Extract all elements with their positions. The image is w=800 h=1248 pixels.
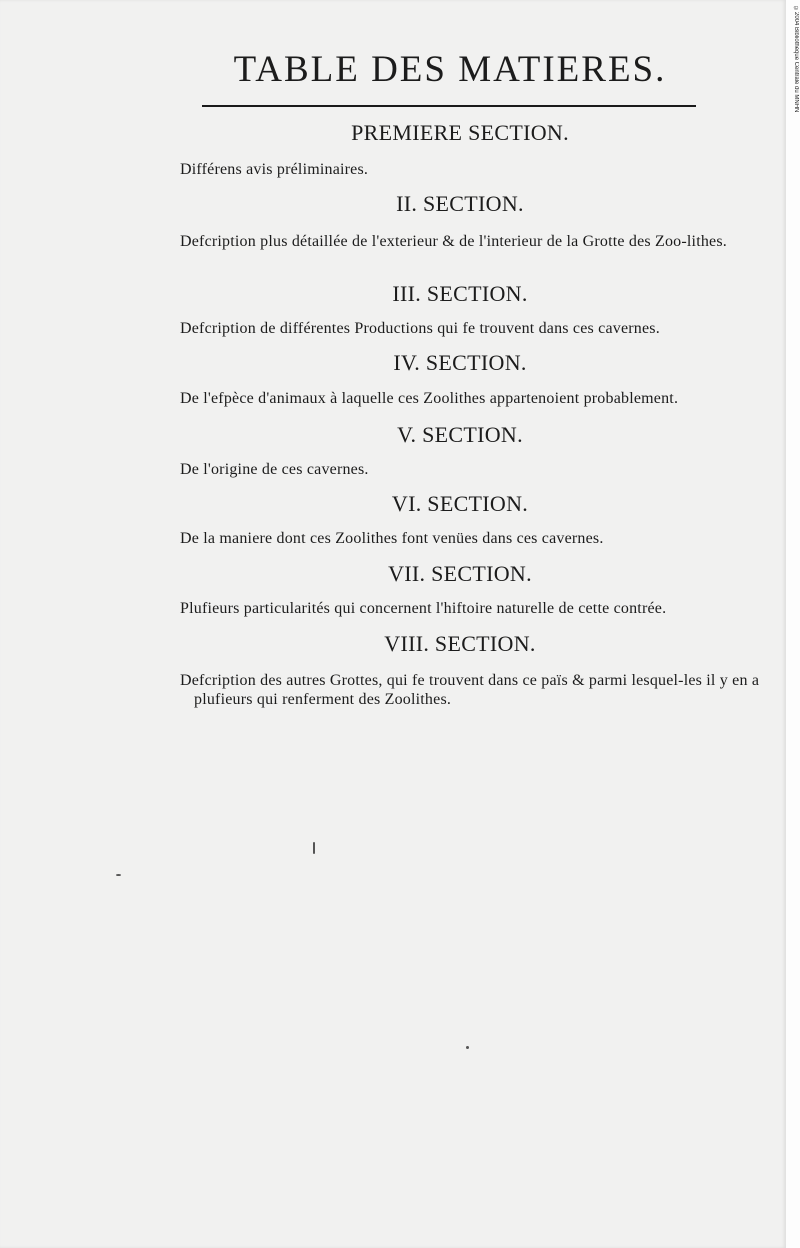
page-edge: [786, 0, 800, 1248]
section-entry-8: Defcription des autres Grottes, qui fe trouvent dans ce païs & parmi lesquel-les il y en a plufieurs qui renferment des Zoolithes.: [180, 672, 760, 708]
section-heading-7: VII. SECTION.: [388, 561, 532, 586]
section-entry-6: De la maniere dont ces Zoolithes font venües dans ces cavernes.: [180, 530, 604, 547]
section-entry-5: De l'origine de ces cavernes.: [180, 461, 369, 478]
section-entry-7: Plufieurs particularités qui concernent l'hiftoire naturelle de cette contrée.: [180, 600, 667, 617]
section-entry-1: Différens avis préliminaires.: [180, 161, 369, 178]
section-entry-3: Defcription de différentes Productions qui fe trouvent dans ces cavernes.: [180, 320, 660, 337]
section-heading-4: IV. SECTION.: [393, 350, 527, 375]
title-rule: [202, 105, 696, 107]
section-entry-4: De l'efpèce d'animaux à laquelle ces Zoolithes appartenoient probablement.: [180, 390, 679, 407]
section-entry-2: Defcription plus détaillée de l'exterieur & de l'interieur de la Grotte des Zoo-lithes.: [180, 233, 727, 250]
copyright-watermark: ©2004 Bibliothèque Centrale du MNHN: [793, 6, 799, 113]
section-heading-5: V. SECTION.: [397, 422, 523, 447]
section-heading-2: II. SECTION.: [396, 191, 524, 216]
paper-speck: [116, 874, 121, 876]
section-heading-3: III. SECTION.: [392, 281, 528, 306]
paper-speck: [313, 842, 315, 854]
page-title: TABLE DES MATIERES.: [233, 49, 667, 90]
section-heading-8: VIII. SECTION.: [384, 631, 536, 656]
paper-speck: [466, 1046, 469, 1049]
section-heading-1: PREMIERE SECTION.: [351, 120, 569, 145]
section-heading-6: VI. SECTION.: [391, 491, 529, 516]
